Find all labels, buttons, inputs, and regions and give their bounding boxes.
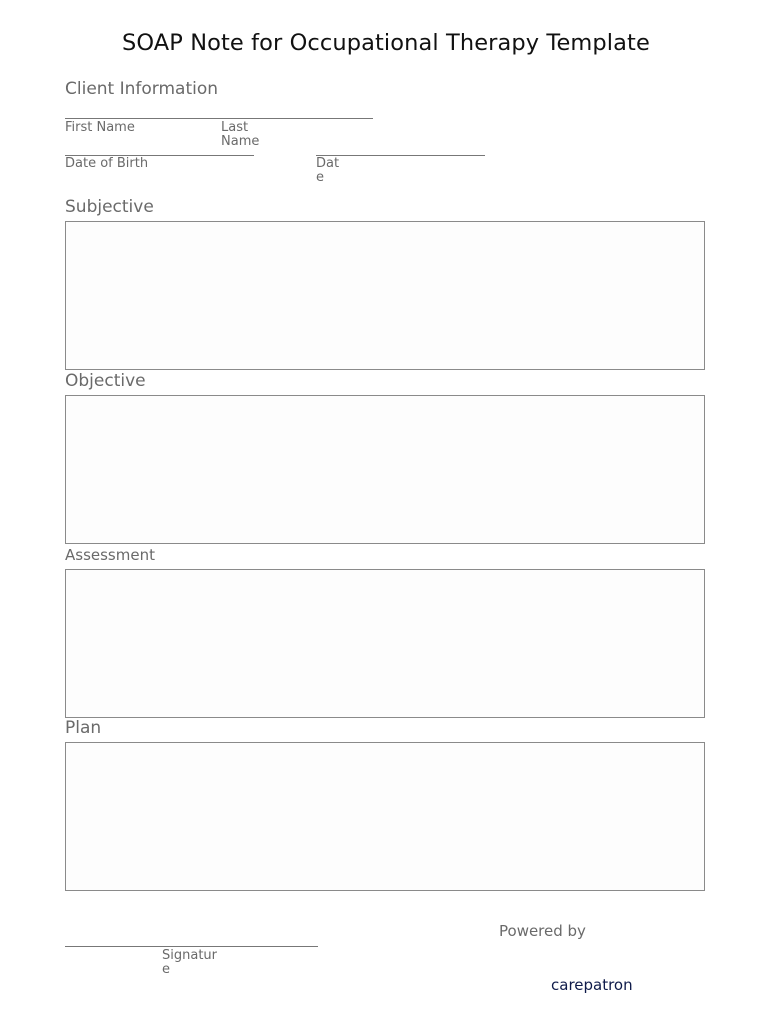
first-name-label: First Name bbox=[65, 120, 135, 135]
signature-label-line2: e bbox=[162, 962, 170, 977]
signature-input-line[interactable] bbox=[65, 946, 318, 947]
last-name-label-line2: Name bbox=[221, 134, 260, 149]
powered-by-label: Powered by bbox=[499, 922, 586, 940]
dob-label: Date of Birth bbox=[65, 156, 149, 171]
objective-textbox[interactable] bbox=[65, 395, 705, 544]
carepatron-logo[interactable]: carepatron bbox=[551, 976, 633, 994]
subjective-textbox[interactable] bbox=[65, 221, 705, 370]
date-label-line1: Dat bbox=[316, 156, 340, 171]
plan-heading: Plan bbox=[65, 718, 102, 738]
date-label-line2: e bbox=[316, 170, 324, 185]
last-name-label bbox=[221, 121, 259, 149]
client-information-heading: Client Information bbox=[65, 79, 219, 99]
subjective-heading: Subjective bbox=[65, 197, 154, 217]
date-input-line[interactable] bbox=[316, 155, 485, 156]
objective-heading: Objective bbox=[65, 371, 146, 391]
signature-label bbox=[162, 949, 217, 977]
plan-textbox[interactable] bbox=[65, 742, 705, 891]
signature-label-line1: Signatur bbox=[162, 948, 218, 963]
assessment-heading: Assessment bbox=[65, 546, 155, 564]
page-title: SOAP Note for Occupational Therapy Template bbox=[122, 30, 650, 56]
assessment-textbox[interactable] bbox=[65, 569, 705, 718]
last-name-label-line1: Last bbox=[221, 120, 249, 135]
date-label bbox=[316, 157, 339, 185]
name-input-line[interactable] bbox=[65, 118, 373, 119]
